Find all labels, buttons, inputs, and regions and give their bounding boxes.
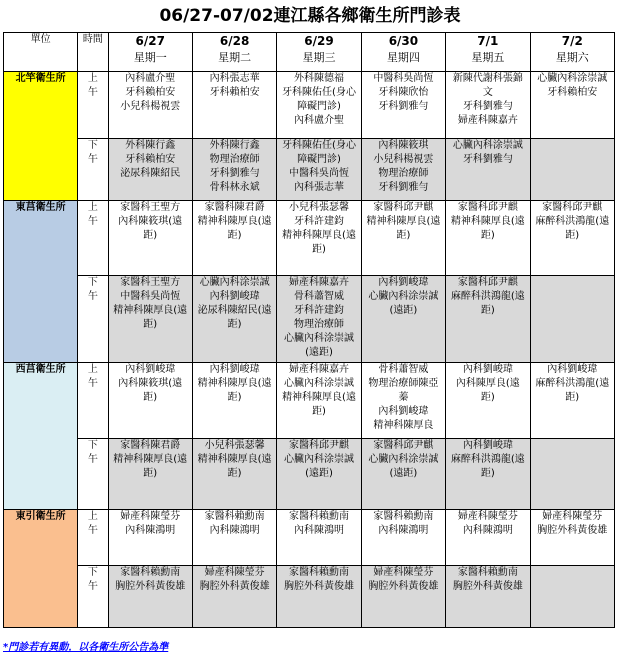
doctor-entry: 牙科賴柏安	[125, 87, 176, 98]
clinic-name: 東莒衛生所	[4, 201, 78, 363]
doctor-entry: 距)	[312, 244, 326, 255]
doctor-entry: 胸腔外科黃俊雄	[452, 581, 523, 592]
doctor-entry: 外科陳行鑫	[125, 140, 176, 151]
doctor-entry: 心臟內科涂崇誠	[537, 73, 608, 84]
doctor-entry: 距)	[227, 392, 242, 403]
doctor-entry: 胸腔外科黃俊雄	[199, 581, 270, 592]
clinic-name: 東引衛生所	[4, 510, 78, 628]
schedule-cell	[277, 510, 361, 566]
doctor-entry: 距)	[227, 468, 242, 479]
doctor-entry: 距)	[480, 392, 495, 403]
schedule-cell	[446, 510, 530, 566]
schedule-cell	[361, 72, 445, 139]
doctor-entry: 婦產科陳嘉卉	[457, 115, 518, 126]
clinic-pm-row	[4, 566, 615, 628]
morning-label	[78, 510, 108, 566]
schedule-cell	[108, 510, 192, 566]
doctor-entry: 家醫科王聖方	[120, 202, 181, 213]
doctor-entry: 外科陳德福	[294, 73, 345, 84]
doctor-entry: 小兒科張瑟馨	[204, 440, 265, 451]
doctor-entry: 精神科陳厚良(遠	[113, 305, 188, 316]
unit-column-header: 單位	[4, 33, 78, 72]
schedule-cell	[277, 139, 361, 201]
clinic-pm-row	[4, 439, 615, 510]
schedule-cell	[361, 510, 445, 566]
doctor-entry: 婦產科陳瑩芬	[120, 511, 181, 522]
day-date: 6/27	[135, 34, 165, 48]
day-weekday: 星期二	[218, 51, 252, 64]
doctor-entry: 牙科陳佑任(身心	[282, 87, 356, 98]
clinic-schedule-table	[3, 32, 615, 628]
schedule-cell	[277, 276, 361, 363]
doctor-entry: 距)	[143, 319, 158, 330]
day-date: 7/1	[477, 34, 499, 48]
doctor-entry: 距)	[565, 392, 580, 403]
clinic-am-row	[4, 72, 615, 139]
doctor-entry: 麻醉科洪鴻龍(遠	[535, 378, 610, 389]
doctor-entry: 牙科賴柏安	[547, 87, 598, 98]
schedule-cell	[277, 566, 361, 628]
doctor-entry: 家醫科賴勳南	[120, 567, 181, 578]
doctor-entry: 牙科陳欣怡	[378, 87, 429, 98]
doctor-entry: 障礙門診)	[297, 101, 341, 112]
doctor-entry: 小兒科張瑟馨	[289, 202, 350, 213]
doctor-entry: 外科陳行鑫	[209, 140, 260, 151]
clinic-pm-row	[4, 139, 615, 201]
doctor-entry: 牙科劉雅勻	[462, 101, 513, 112]
doctor-entry: 內科劉峻瑋	[462, 440, 513, 451]
doctor-entry: 家醫科邱尹麒	[289, 440, 350, 451]
doctor-entry: 胸腔外科黃俊雄	[537, 525, 608, 536]
doctor-entry: 家醫科陳君爵	[204, 202, 265, 213]
schedule-cell	[530, 139, 614, 201]
day-header	[277, 33, 361, 72]
doctor-entry: 內科陳筱琪	[378, 140, 429, 151]
schedule-cell	[192, 276, 276, 363]
schedule-cell	[108, 439, 192, 510]
schedule-cell	[530, 439, 614, 510]
schedule-cell	[530, 201, 614, 276]
doctor-entry: 新陳代謝科張錦	[452, 73, 523, 84]
doctor-entry: 家醫科邱尹麒	[373, 202, 434, 213]
doctor-entry: 障礙門診)	[297, 154, 341, 165]
afternoon-label	[78, 276, 108, 363]
clinic-am-row	[4, 201, 615, 276]
doctor-entry: 內科陳筱琪(遠	[118, 216, 183, 227]
doctor-entry: 距)	[396, 230, 411, 241]
doctor-entry: 內科劉峻瑋	[378, 406, 429, 417]
doctor-entry: (遠距)	[305, 347, 333, 358]
doctor-entry: 內科陳鴻明	[462, 525, 513, 536]
doctor-entry: 中醫科吳尚恆	[289, 168, 350, 179]
day-header	[192, 33, 276, 72]
doctor-entry: 中醫科吳尚恆	[373, 73, 434, 84]
doctor-entry: 內科劉峻瑋	[547, 364, 598, 375]
day-header	[361, 33, 445, 72]
doctor-entry: 骨科蕭智威	[294, 291, 345, 302]
doctor-entry: 心臟內科涂崇誠	[452, 140, 523, 151]
doctor-entry: 精神科陳厚良(遠	[366, 216, 441, 227]
doctor-entry: 文	[482, 87, 493, 98]
schedule-cell	[108, 72, 192, 139]
doctor-entry: 婦產科陳瑩芬	[457, 511, 518, 522]
day-header	[446, 33, 530, 72]
doctor-entry: 胸腔外科黃俊雄	[284, 581, 355, 592]
doctor-entry: 骨科蕭智威	[378, 364, 429, 375]
doctor-entry: 家醫科賴勳南	[289, 511, 350, 522]
schedule-cell	[192, 363, 276, 439]
schedule-cell	[530, 566, 614, 628]
doctor-entry: 家醫科陳君爵	[120, 440, 181, 451]
doctor-entry: 距)	[480, 468, 495, 479]
doctor-entry: 物理治療師	[378, 168, 429, 179]
day-date: 6/28	[219, 34, 250, 48]
schedule-cell	[192, 439, 276, 510]
doctor-entry: 心臟內科涂崇誠	[284, 454, 355, 465]
clinic-am-row	[4, 363, 615, 439]
doctor-entry: 胸腔外科黃俊雄	[115, 581, 186, 592]
doctor-entry: 泌尿科陳紹民(遠	[197, 305, 272, 316]
schedule-cell	[446, 201, 530, 276]
doctor-entry: 內科陳鴻明	[125, 525, 176, 536]
schedule-cell	[192, 139, 276, 201]
session-label: 上午	[87, 202, 98, 227]
doctor-entry: 牙科劉雅勻	[378, 101, 429, 112]
afternoon-label	[78, 139, 108, 201]
doctor-entry: 家醫科賴勳南	[373, 511, 434, 522]
schedule-cell	[530, 363, 614, 439]
schedule-cell	[446, 363, 530, 439]
schedule-cell	[108, 363, 192, 439]
doctor-entry: 婦產科陳嘉卉	[289, 364, 350, 375]
doctor-entry: 內科陳鴻明	[209, 525, 260, 536]
page-title: 06/27-07/02連江縣各鄉衛生所門診表	[159, 6, 461, 26]
clinic-pm-row	[4, 276, 615, 363]
doctor-entry: 牙科劉雅勻	[209, 168, 260, 179]
session-label: 下午	[87, 567, 98, 592]
doctor-entry: 婦產科陳瑩芬	[542, 511, 603, 522]
doctor-entry: 內科盧介聖	[294, 115, 345, 126]
session-label: 上午	[87, 364, 98, 389]
schedule-cell	[361, 276, 445, 363]
doctor-entry: 麻醉科洪鴻龍(遠	[450, 291, 525, 302]
schedule-cell	[361, 363, 445, 439]
session-label: 上午	[87, 511, 98, 536]
session-label: 下午	[87, 440, 98, 465]
doctor-entry: 小兒科楊視雲	[373, 154, 434, 165]
doctor-entry: 家醫科邱尹麒	[373, 440, 434, 451]
schedule-cell	[446, 139, 530, 201]
doctor-entry: 物理治療師	[209, 154, 260, 165]
doctor-entry: 距)	[480, 305, 495, 316]
doctor-entry: 蓁	[398, 392, 409, 403]
doctor-entry: 泌尿科陳紹民	[120, 168, 181, 179]
schedule-cell	[108, 201, 192, 276]
doctor-entry: 精神科陳厚良(遠	[197, 378, 272, 389]
doctor-entry: 牙科劉雅勻	[378, 182, 429, 193]
day-date: 6/29	[304, 34, 334, 48]
schedule-cell	[108, 139, 192, 201]
doctor-entry: 家醫科邱尹麒	[457, 202, 518, 213]
doctor-entry: 家醫科邱尹麒	[457, 277, 518, 288]
clinic-name: 北竿衛生所	[4, 72, 78, 201]
doctor-entry: 精神科陳厚良(遠	[450, 216, 525, 227]
doctor-entry: 精神科陳厚良(遠	[197, 216, 272, 227]
day-weekday: 星期一	[133, 51, 167, 64]
schedule-cell	[108, 276, 192, 363]
afternoon-label	[78, 566, 108, 628]
schedule-cell	[530, 276, 614, 363]
doctor-entry: 心臟內科涂崇誠	[368, 291, 439, 302]
doctor-entry: 距)	[227, 319, 242, 330]
doctor-entry: 距)	[312, 406, 326, 417]
doctor-entry: 內科陳鴻明	[294, 525, 345, 536]
doctor-entry: 距)	[143, 230, 158, 241]
schedule-cell	[192, 201, 276, 276]
doctor-entry: 骨科林永斌	[209, 182, 260, 193]
doctor-entry: 牙科許建鈞	[294, 216, 345, 227]
schedule-cell	[530, 510, 614, 566]
schedule-cell	[446, 72, 530, 139]
doctor-entry: 距)	[143, 392, 158, 403]
clinic-am-row	[4, 510, 615, 566]
doctor-entry: 物理治療師陳亞	[368, 378, 439, 389]
morning-label	[78, 201, 108, 276]
day-header	[530, 33, 614, 72]
doctor-entry: 心臟內科涂崇誠	[368, 454, 439, 465]
schedule-cell	[277, 201, 361, 276]
day-date: 6/30	[388, 34, 419, 48]
doctor-entry: 內科劉峻瑋	[209, 364, 260, 375]
doctor-entry: 內科陳厚良(遠	[455, 378, 520, 389]
session-label: 下午	[87, 140, 98, 165]
schedule-cell	[361, 439, 445, 510]
doctor-entry: 心臟內科涂崇誠	[199, 277, 270, 288]
schedule-cell	[192, 72, 276, 139]
day-date: 7/2	[561, 34, 583, 48]
doctor-entry: 精神科陳厚良(遠	[113, 454, 188, 465]
doctor-entry: 家醫科賴勳南	[289, 567, 350, 578]
doctor-entry: 心臟內科涂崇誠	[284, 378, 355, 389]
doctor-entry: 家醫科賴勳南	[204, 511, 265, 522]
doctor-entry: 內科陳鴻明	[378, 525, 429, 536]
doctor-entry: 距)	[227, 230, 242, 241]
schedule-cell	[446, 439, 530, 510]
time-column-header: 時間	[78, 33, 108, 72]
doctor-entry: 距)	[565, 230, 580, 241]
doctor-entry: 精神科陳厚良(遠	[197, 454, 272, 465]
schedule-cell	[108, 566, 192, 628]
doctor-entry: 小兒科楊視雲	[120, 101, 181, 112]
doctor-entry: 婦產科陳瑩芬	[373, 567, 434, 578]
doctor-entry: (遠距)	[389, 305, 418, 316]
doctor-entry: 牙科許建鈞	[294, 305, 345, 316]
doctor-entry: (遠距)	[305, 468, 333, 479]
doctor-entry: 內科張志華	[294, 182, 345, 193]
doctor-entry: 牙科賴柏安	[125, 154, 176, 165]
doctor-entry: 精神科陳厚良(遠	[282, 392, 356, 403]
doctor-entry: 距)	[143, 468, 158, 479]
doctor-entry: 家醫科邱尹麒	[542, 202, 603, 213]
schedule-cell	[277, 72, 361, 139]
header-row	[4, 33, 615, 72]
doctor-entry: 精神科陳厚良(遠	[282, 230, 356, 241]
doctor-entry: 心臟內科涂崇誠	[284, 333, 355, 344]
schedule-cell	[361, 139, 445, 201]
schedule-cell	[192, 510, 276, 566]
morning-label	[78, 72, 108, 139]
footnote: *門診若有異動，以各衛生所公告為準	[3, 642, 169, 653]
day-weekday: 星期三	[302, 51, 336, 64]
doctor-entry: 牙科劉雅勻	[462, 154, 513, 165]
afternoon-label	[78, 439, 108, 510]
doctor-entry: 麻醉科洪鴻龍(遠	[450, 454, 525, 465]
doctor-entry: 牙科陳佑任(身心	[282, 140, 356, 151]
doctor-entry: 家醫科王聖方	[120, 277, 181, 288]
doctor-entry: 精神科陳厚良	[373, 420, 434, 431]
doctor-entry: 內科劉峻瑋	[209, 291, 260, 302]
day-weekday: 星期五	[471, 51, 505, 64]
doctor-entry: 麻醉科洪鴻龍(遠	[535, 216, 610, 227]
doctor-entry: 婦產科陳瑩芬	[204, 567, 265, 578]
session-label: 上午	[87, 73, 98, 98]
doctor-entry: 內科劉峻瑋	[125, 364, 176, 375]
schedule-cell	[277, 439, 361, 510]
doctor-entry: 距)	[480, 230, 495, 241]
clinic-name: 西莒衛生所	[4, 363, 78, 510]
day-weekday: 星期六	[555, 51, 589, 64]
schedule-cell	[277, 363, 361, 439]
doctor-entry: 物理治療師	[294, 319, 345, 330]
doctor-entry: 家醫科賴勳南	[457, 567, 518, 578]
doctor-entry: 內科盧介聖	[125, 73, 176, 84]
doctor-entry: 胸腔外科黃俊雄	[368, 581, 439, 592]
day-weekday: 星期四	[386, 51, 420, 64]
doctor-entry: 內科陳筱琪(遠	[118, 378, 183, 389]
doctor-entry: 內科劉峻瑋	[462, 364, 513, 375]
schedule-cell	[530, 72, 614, 139]
schedule-cell	[446, 566, 530, 628]
day-header	[108, 33, 192, 72]
doctor-entry: 內科張志華	[209, 73, 260, 84]
doctor-entry: 中醫科吳尚恆	[120, 291, 181, 302]
doctor-entry: 牙科賴柏安	[209, 87, 260, 98]
schedule-cell	[361, 566, 445, 628]
doctor-entry: (遠距)	[389, 468, 418, 479]
morning-label	[78, 363, 108, 439]
doctor-entry: 內科劉峻瑋	[378, 277, 429, 288]
schedule-cell	[192, 566, 276, 628]
schedule-cell	[446, 276, 530, 363]
schedule-cell	[361, 201, 445, 276]
session-label: 下午	[87, 277, 98, 302]
doctor-entry: 婦產科陳嘉卉	[289, 277, 350, 288]
